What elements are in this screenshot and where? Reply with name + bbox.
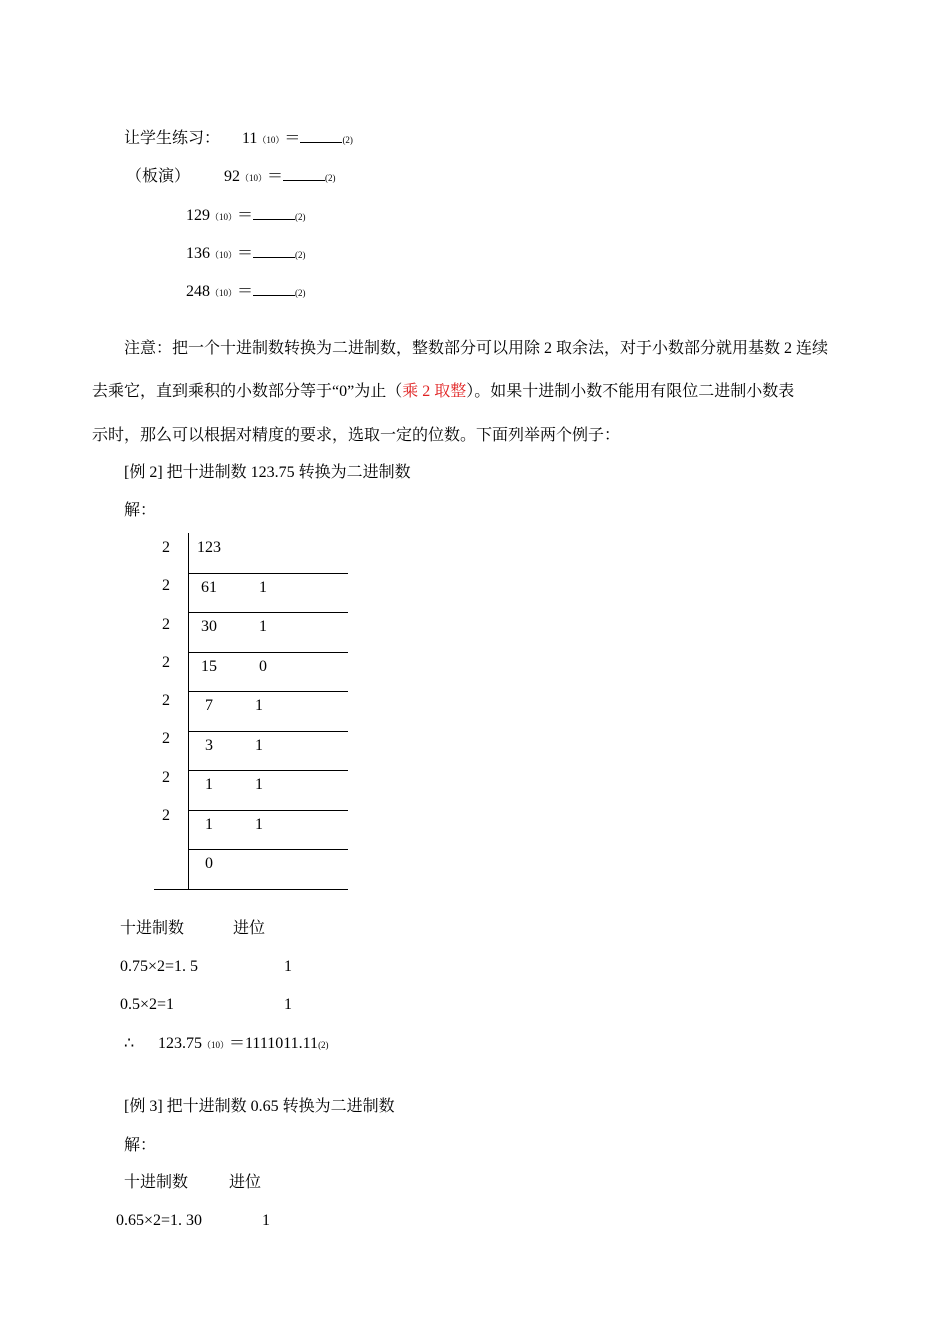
divisor: 2 xyxy=(162,807,170,824)
division-rule xyxy=(188,849,348,850)
answer-blank[interactable] xyxy=(253,207,295,220)
example2-title: [例 2] 把十进制数 123.75 转换为二进制数 xyxy=(124,464,411,481)
example2-solution-label: 解： xyxy=(124,502,157,519)
division-rule xyxy=(188,731,348,732)
example2-result: 123.75（10）＝1111011.11(2) xyxy=(158,1035,329,1052)
quotient: 15 xyxy=(201,658,217,675)
note-line-2: 去乘它，直到乘积的小数部分等于“0”为止（乘 2 取整）。如果十进制小数不能用有限位二进制小数表 xyxy=(92,383,795,400)
note-line-1: 注意：把一个十进制数转换为二进制数，整数部分可以用除 2 取余法，对于小数部分就用基数 2 连续 xyxy=(124,340,829,357)
remainder: 1 xyxy=(255,776,263,793)
remainder: 1 xyxy=(259,618,267,635)
practice-intro: 让学生练习： xyxy=(124,130,221,147)
divisor: 2 xyxy=(162,654,170,671)
answer-blank[interactable] xyxy=(300,130,342,143)
division-bottom-rule xyxy=(154,889,348,890)
practice-item: 11（10）＝ (2) xyxy=(242,130,353,147)
note-highlight: 乘 2 取整 xyxy=(402,383,467,400)
note-line-3: 示时，那么可以根据对精度的要求，选取一定的位数。下面列举两个例子： xyxy=(92,427,621,444)
quotient: 30 xyxy=(201,618,217,635)
frac-expr: 0.75×2=1. 5 xyxy=(120,958,199,975)
division-rule xyxy=(188,691,348,692)
quotient: 61 xyxy=(201,579,217,596)
divisor: 2 xyxy=(162,616,170,633)
practice-item: 248（10）＝ (2) xyxy=(186,283,306,300)
frac-header-carry: 进位 xyxy=(229,1174,262,1191)
remainder: 0 xyxy=(259,658,267,675)
divisor: 2 xyxy=(162,539,170,556)
frac-header-carry: 进位 xyxy=(233,920,266,937)
divisor: 2 xyxy=(162,769,170,786)
remainder: 1 xyxy=(255,816,263,833)
practice-item: 92（10）＝ (2) xyxy=(224,168,336,185)
division-rule xyxy=(188,612,348,613)
division-rule xyxy=(188,573,348,574)
remainder: 1 xyxy=(259,579,267,596)
division-rule xyxy=(188,810,348,811)
frac-expr: 0.5×2=1 xyxy=(120,996,175,1013)
practice-board-label: （板演） xyxy=(126,168,191,185)
frac-carry: 1 xyxy=(284,996,292,1013)
example3-solution-label: 解： xyxy=(124,1137,157,1154)
divisor: 2 xyxy=(162,692,170,709)
frac-header-decimal: 十进制数 xyxy=(120,920,185,937)
answer-blank[interactable] xyxy=(253,283,295,296)
quotient: 123 xyxy=(197,539,221,556)
quotient: 3 xyxy=(205,737,213,754)
answer-blank[interactable] xyxy=(283,168,325,181)
frac-carry: 1 xyxy=(262,1212,270,1229)
frac-carry: 1 xyxy=(284,958,292,975)
practice-item: 129（10）＝ (2) xyxy=(186,207,306,224)
divisor: 2 xyxy=(162,577,170,594)
practice-item: 136（10）＝ (2) xyxy=(186,245,306,262)
example3-title: [例 3] 把十进制数 0.65 转换为二进制数 xyxy=(124,1098,395,1115)
division-rule xyxy=(188,652,348,653)
quotient: 1 xyxy=(205,776,213,793)
quotient: 1 xyxy=(205,816,213,833)
remainder: 1 xyxy=(255,737,263,754)
remainder: 1 xyxy=(255,697,263,714)
division-vertical-line xyxy=(188,533,189,890)
answer-blank[interactable] xyxy=(253,245,295,258)
therefore-symbol: ∴ xyxy=(124,1035,135,1052)
division-rule xyxy=(188,770,348,771)
quotient: 7 xyxy=(205,697,213,714)
frac-header-decimal: 十进制数 xyxy=(124,1174,189,1191)
divisor: 2 xyxy=(162,730,170,747)
quotient: 0 xyxy=(205,855,213,872)
frac-expr: 0.65×2=1. 30 xyxy=(116,1212,203,1229)
